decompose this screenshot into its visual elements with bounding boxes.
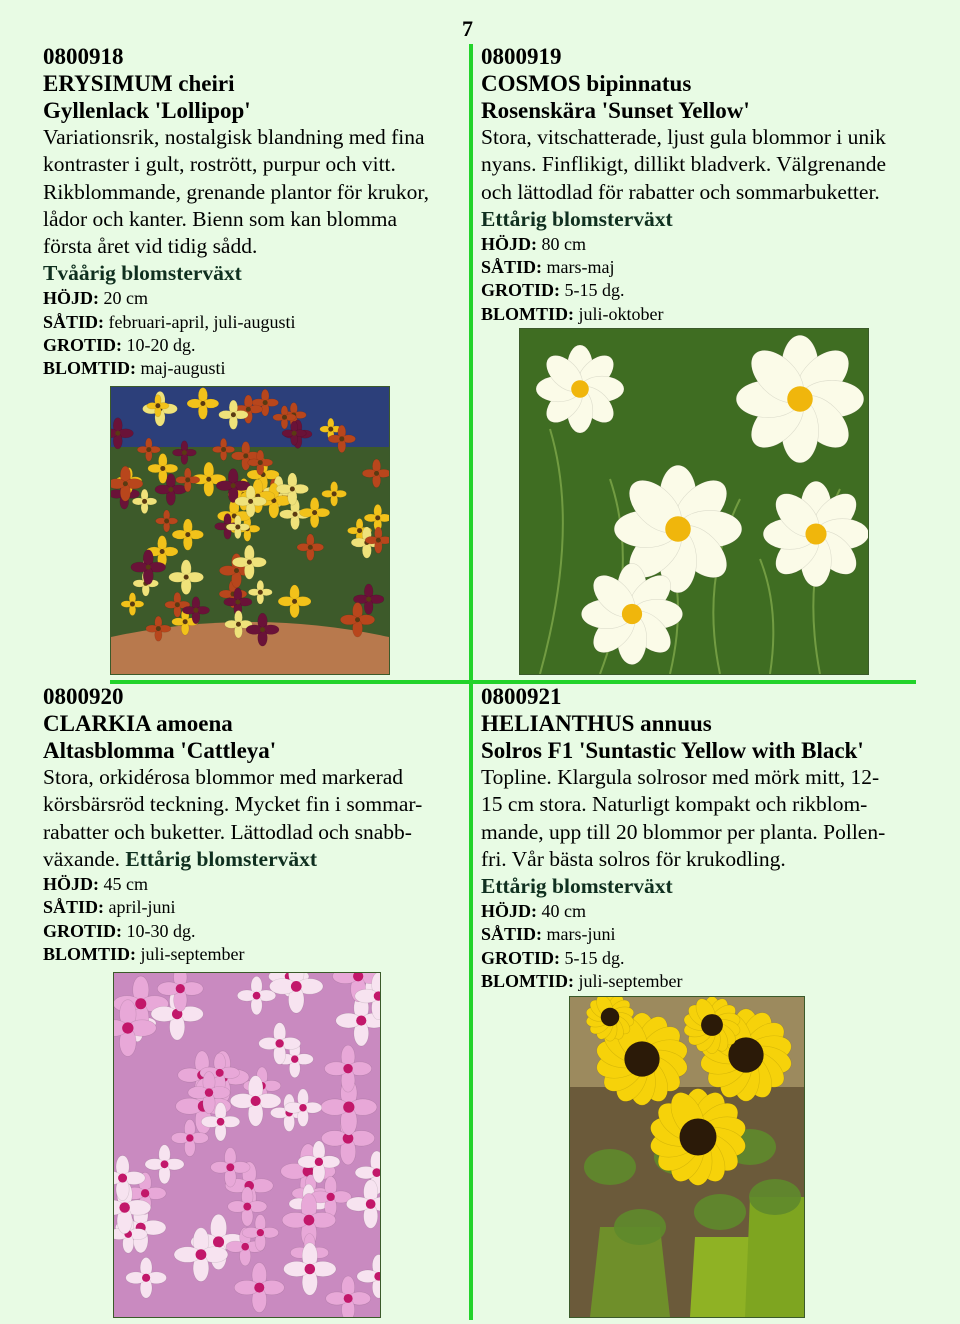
bloom-label: BLOMTID: xyxy=(43,943,137,964)
description-line: fri. Vår bästa solros för krukodling. xyxy=(481,846,786,871)
sowing-row xyxy=(43,311,463,334)
bloom-value: maj-augusti xyxy=(140,358,226,379)
description-line: Topline. Klargula solrosor med mörk mitt, 12- xyxy=(481,765,880,789)
plant-type: Ettårig blomsterväxt xyxy=(481,206,673,231)
sowing-row xyxy=(481,923,921,946)
plant-type: Tvåårig blomsterväxt xyxy=(43,261,242,286)
wallflower-mix-photo xyxy=(110,386,390,675)
description-line: kontraster i gult, rostrött, purpur och vitt. xyxy=(43,152,396,177)
bloom-row xyxy=(481,970,921,993)
sowing-label: SÅTID: xyxy=(43,311,105,332)
description-line: lådor och kanter. Bienn som kan blomma xyxy=(43,206,398,231)
sowing-value: februari-april, juli-augusti xyxy=(108,311,296,332)
germination-label: GROTID: xyxy=(43,334,123,355)
germination-label: GROTID: xyxy=(43,920,123,941)
height-row xyxy=(43,287,463,310)
bloom-row xyxy=(43,943,463,966)
description-line: mande, upp till 20 blommor per planta. Pollen- xyxy=(481,819,886,844)
description-line: Rikblommande, grenande plantor för krukor, xyxy=(43,179,430,204)
description-line: och lättodlad för rabatter och sommarbuketter. xyxy=(481,179,880,204)
product-entry-erysimum xyxy=(43,43,463,380)
germination-label: GROTID: xyxy=(481,947,561,968)
bloom-row xyxy=(43,357,463,380)
cosmos-photo xyxy=(519,328,869,675)
sowing-label: SÅTID: xyxy=(481,924,543,945)
description-line: Stora, vitschatterade, ljust gula blommor i unik xyxy=(481,125,886,149)
common-name: Rosenskära 'Sunset Yellow' xyxy=(481,98,750,123)
bloom-label: BLOMTID: xyxy=(43,358,137,379)
germination-row xyxy=(43,334,463,357)
height-label: HÖJD: xyxy=(43,288,99,309)
clarkia-photo xyxy=(113,972,381,1318)
germination-value: 5-15 dg. xyxy=(564,947,625,968)
article-number: 0800921 xyxy=(481,684,562,709)
germination-row xyxy=(481,279,921,302)
bloom-label: BLOMTID: xyxy=(481,970,575,991)
description-line-text: växande. xyxy=(43,846,121,871)
germination-label: GROTID: xyxy=(481,280,561,301)
common-name: Solros F1 'Suntastic Yellow with Black' xyxy=(481,738,864,763)
description-line: Variationsrik, nostalgisk blandning med fina xyxy=(43,125,425,149)
sowing-value: mars-maj xyxy=(546,257,615,278)
germination-value: 5-15 dg. xyxy=(564,280,625,301)
description xyxy=(481,764,921,873)
description-line: rabatter och buketter. Lättodlad och snabb- xyxy=(43,819,412,844)
germination-value: 10-30 dg. xyxy=(126,920,196,941)
common-name: Altasblomma 'Cattleya' xyxy=(43,738,277,763)
article-number: 0800919 xyxy=(481,44,562,69)
product-entry-clarkia xyxy=(43,683,463,966)
sowing-value: mars-juni xyxy=(546,924,616,945)
description-line: första året vid tidig sådd. xyxy=(43,234,258,259)
article-number: 0800918 xyxy=(43,44,124,69)
description-line: 15 cm stora. Naturligt kompakt och rikblom- xyxy=(481,792,868,817)
plant-type: Ettårig blomsterväxt xyxy=(481,874,673,899)
germination-row xyxy=(481,947,921,970)
height-row xyxy=(481,233,921,256)
height-value: 80 cm xyxy=(541,233,586,254)
height-label: HÖJD: xyxy=(43,874,99,895)
germination-row xyxy=(43,920,463,943)
botanical-name: HELIANTHUS annuus xyxy=(481,711,712,736)
description-line xyxy=(43,846,463,873)
sunflower-photo xyxy=(569,996,805,1318)
common-name: Gyllenlack 'Lollipop' xyxy=(43,98,251,123)
germination-value: 10-20 dg. xyxy=(126,334,196,355)
sowing-label: SÅTID: xyxy=(43,897,105,918)
description-line: nyans. Finflikigt, dillikt bladverk. Välgrenande xyxy=(481,152,887,177)
description xyxy=(43,124,463,260)
description-line: Stora, orkidérosa blommor med markerad xyxy=(43,765,404,789)
sowing-value: april-juni xyxy=(108,897,176,918)
bloom-value: juli-oktober xyxy=(578,303,664,324)
height-value: 45 cm xyxy=(103,874,148,895)
product-entry-cosmos xyxy=(481,43,921,326)
description-line: körsbärsröd teckning. Mycket fin i sommar- xyxy=(43,792,423,817)
height-value: 20 cm xyxy=(103,288,148,309)
bloom-value: juli-september xyxy=(578,970,683,991)
description xyxy=(43,764,463,873)
height-label: HÖJD: xyxy=(481,233,537,254)
height-row xyxy=(43,873,463,896)
plant-type: Ettårig blomsterväxt xyxy=(125,846,318,871)
sowing-row xyxy=(481,256,921,279)
height-label: HÖJD: xyxy=(481,901,537,922)
product-entry-helianthus xyxy=(481,683,921,993)
sowing-row xyxy=(43,896,463,919)
botanical-name: COSMOS bipinnatus xyxy=(481,71,692,96)
bloom-row xyxy=(481,303,921,326)
description xyxy=(481,124,921,206)
botanical-name: ERYSIMUM cheiri xyxy=(43,71,235,96)
height-value: 40 cm xyxy=(541,901,586,922)
bloom-label: BLOMTID: xyxy=(481,303,575,324)
bloom-value: juli-september xyxy=(140,943,245,964)
page-number: 7 xyxy=(462,16,473,41)
sowing-label: SÅTID: xyxy=(481,257,543,278)
height-row xyxy=(481,900,921,923)
botanical-name: CLARKIA amoena xyxy=(43,711,233,736)
article-number: 0800920 xyxy=(43,684,124,709)
